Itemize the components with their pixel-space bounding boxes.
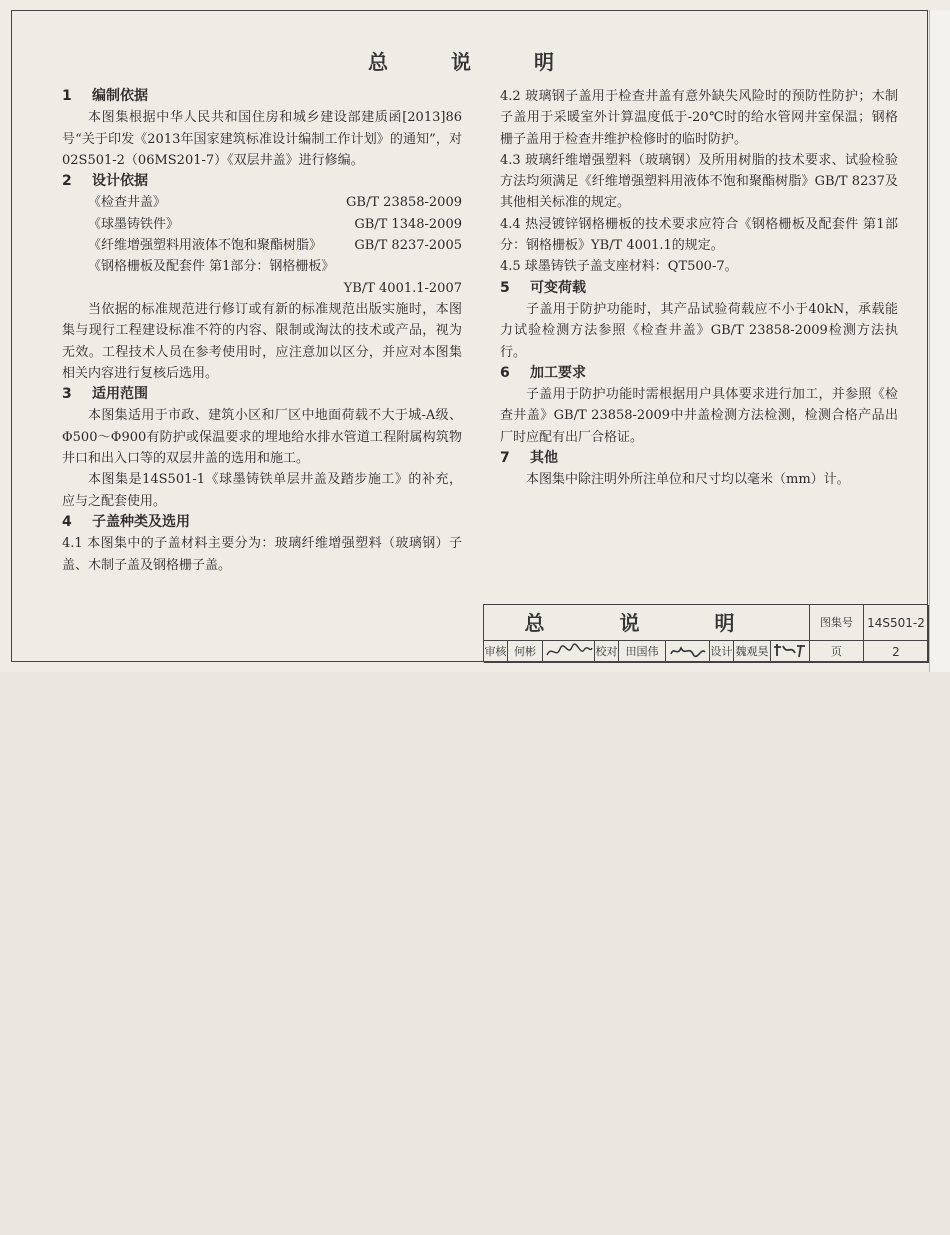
reference-name: 《纤维增强塑料用液体不饱和聚酯树脂》: [88, 238, 323, 254]
section-title: 子盖种类及选用: [92, 513, 190, 530]
paragraph: 本图集根据中华人民共和国住房和城乡建设部建质函[2013]86号“关于印发《2013年国家建筑标准设计编制工作计划》的通知”，对02S501-2（06MS201-7）《双层井盖》进行修编。: [62, 110, 462, 168]
section-heading-6: [500, 363, 898, 384]
paragraph: 4.4 热浸镀锌钢格栅板的技术要求应符合《钢格栅板及配套件 第1部分：钢格栅板》YB/T 4001.1的规定。: [500, 216, 898, 254]
reviewer-name: 何彬: [508, 641, 543, 663]
signature-mark: [667, 641, 709, 661]
reference-code: YB/T 4001.1-2007: [343, 280, 462, 296]
checker-signature: [666, 641, 710, 663]
title-block-title: 总 说 明: [484, 605, 810, 641]
designer-name: 魏观昊: [734, 641, 771, 663]
atlas-number-label: 图集号: [810, 605, 864, 641]
atlas-number: 14S501-2: [864, 605, 929, 641]
checker-name: 田国伟: [619, 641, 666, 663]
reviewer-signature: [543, 641, 595, 663]
section-number: 1: [62, 88, 72, 104]
title-block: [483, 604, 928, 662]
section-heading-4: [62, 512, 462, 533]
reference-name: 《检查井盖》: [88, 195, 167, 211]
section-number: 2: [62, 173, 72, 190]
section-title: 适用范围: [92, 386, 148, 403]
section-title: 可变荷载: [530, 279, 586, 296]
paragraph: 本图集中除注明外所注单位和尺寸均以毫米（mm）计。: [526, 472, 850, 488]
binding-edge: [929, 10, 950, 672]
section-heading-2: [62, 171, 462, 192]
reference-line: [62, 214, 462, 235]
section-title: 设计依据: [92, 173, 148, 190]
check-label: 校对: [595, 641, 619, 663]
paragraph: 4.5 球墨铸铁子盖支座材料：QT500-7。: [500, 259, 738, 275]
reference-name: 《球墨铸铁件》: [88, 216, 180, 232]
reference-code: GB/T 8237-2005: [354, 238, 462, 254]
paragraph: 4.1 本图集中的子盖材料主要分为：玻璃纤维增强塑料（玻璃钢）子盖、木制子盖及钢格栅子盖。: [62, 536, 462, 573]
section-number: 7: [500, 450, 510, 467]
design-label: 设计: [710, 641, 734, 663]
review-label: 审核: [484, 641, 508, 663]
section-number: 4: [62, 513, 72, 530]
section-heading-5: [500, 278, 898, 299]
section-title: 编制依据: [92, 88, 148, 104]
section-title: 加工要求: [530, 364, 586, 381]
paragraph: 本图集是14S501-1《球墨铸铁单层井盖及踏步施工》的补充，应与之配套使用。: [62, 472, 462, 509]
page-number: 2: [864, 641, 929, 663]
reference-code: GB/T 23858-2009: [346, 195, 462, 211]
page-title: 总 说 明: [368, 50, 582, 74]
section-number: 3: [62, 386, 72, 403]
right-column: [500, 86, 898, 491]
page-label: 页: [810, 641, 864, 663]
paragraph: 4.3 玻璃纤维增强塑料（玻璃钢）及所用树脂的技术要求、试验检验方法均须满足《纤维增强塑料用液体不饱和聚酯树脂》GB/T 8237及其他相关标准的规定。: [500, 152, 898, 211]
paragraph: 4.2 玻璃钢子盖用于检查井盖有意外缺失风险时的预防性防护；木制子盖用于采暖室外计算温度低于-20℃时的给水管网井室保温；钢格栅子盖用于检查井维护检修时的临时防护。: [500, 89, 898, 147]
paragraph: 当依据的标准规范进行修订或有新的标准规范出版实施时，本图集与现行工程建设标准不符的内容、限制或淘汰的技术或产品，视为无效。工程技术人员在参考使用时，应注意加以区分，并应对本图集相关内容进行复核后选用。: [62, 301, 462, 381]
paragraph: 子盖用于防护功能时需根据用户具体要求进行加工，并参照《检查井盖》GB/T 23858-2009中井盖检测方法检测，检测合格产品出厂时应配有出厂合格证。: [500, 387, 898, 445]
section-title: 其他: [530, 450, 558, 467]
section-number: 5: [500, 279, 510, 296]
section-number: 6: [500, 364, 510, 381]
reference-line: [62, 192, 462, 213]
section-heading-3: [62, 384, 462, 405]
section-heading-7: [500, 448, 898, 469]
paragraph: 本图集适用于市政、建筑小区和厂区中地面荷载不大于城-A级、Φ500～Φ900有防护或保温要求的埋地给水排水管道工程附属构筑物井口和出入口等的双层井盖的选用和施工。: [62, 408, 462, 467]
paragraph: 子盖用于防护功能时，其产品试验荷载应不小于40kN，承载能力试验检测方法参照《检查井盖》GB/T 23858-2009检测方法执行。: [500, 301, 898, 360]
signature-mark: [771, 641, 809, 661]
reference-line: [62, 235, 462, 256]
left-column: [62, 86, 462, 576]
signature-mark: [544, 641, 594, 661]
reference-code: GB/T 1348-2009: [354, 216, 462, 232]
reference-line: [62, 256, 462, 277]
section-heading-1: [62, 86, 462, 107]
reference-name: 《钢格栅板及配套件 第1部分：钢格栅板》: [88, 259, 335, 275]
designer-signature: [771, 641, 810, 663]
